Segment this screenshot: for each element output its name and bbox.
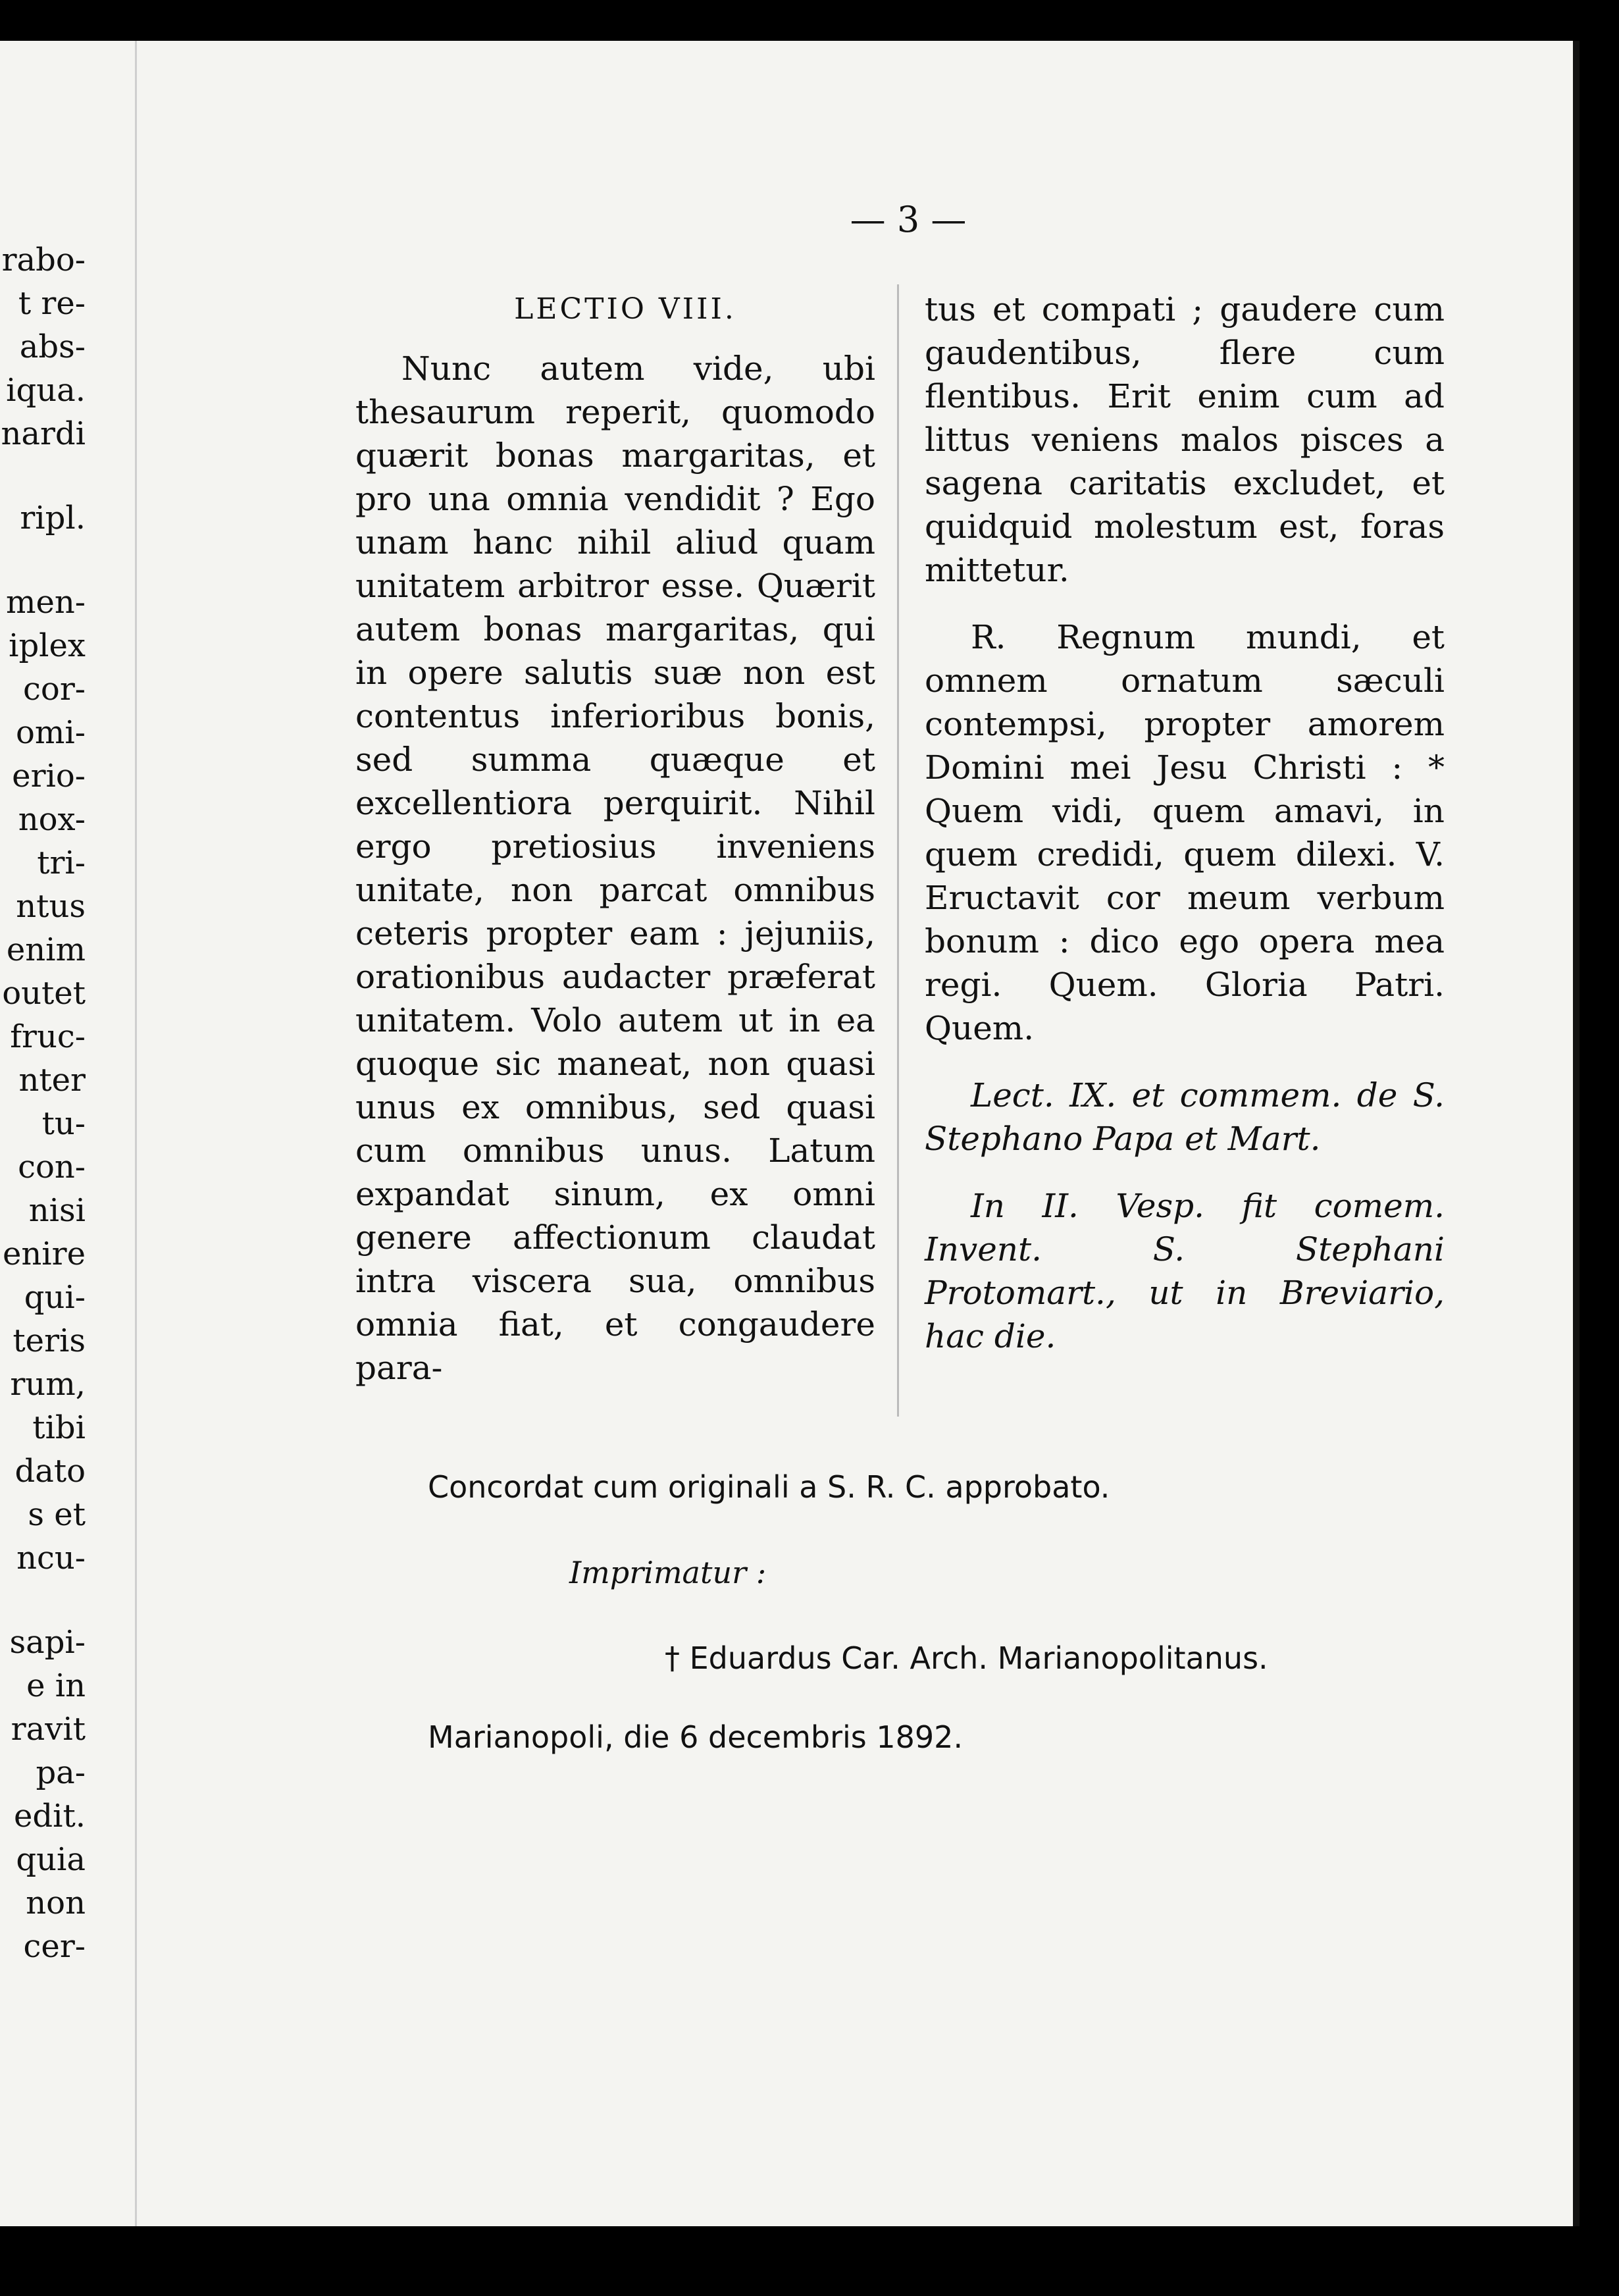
page-spine	[135, 41, 137, 2226]
previous-page-line: tu-	[41, 1105, 86, 1142]
previous-page-line: tri-	[37, 845, 86, 881]
previous-page-fragments	[0, 238, 86, 1968]
imprimatur-line: Imprimatur :	[569, 1555, 767, 1590]
previous-page-line: nox-	[18, 801, 86, 838]
lectio-heading: LECTIO VIII.	[514, 292, 736, 326]
previous-page-line: pa-	[36, 1754, 86, 1791]
previous-page-line: ravit	[11, 1711, 86, 1748]
previous-page-line: e in	[26, 1667, 86, 1704]
previous-page-line: non	[26, 1885, 86, 1921]
previous-page-line: sapi-	[9, 1624, 86, 1661]
previous-page-line: dato	[14, 1453, 86, 1490]
rubric-lectio-ix: Lect. IX. et commem. de S. Stephano Papa et Mart.	[925, 1076, 1445, 1158]
previous-page-line: rabo-	[1, 242, 86, 278]
previous-page-line: cer-	[23, 1928, 86, 1965]
previous-page-line: enire	[2, 1236, 86, 1272]
previous-page-line: s et	[28, 1496, 86, 1533]
column-divider	[897, 284, 899, 1417]
date-line: Marianopoli, die 6 decembris 1892.	[428, 1719, 964, 1755]
previous-page-line: quia	[16, 1841, 86, 1878]
previous-page-line	[0, 1580, 86, 1621]
lectio-text: Nunc autem vide, ubi thesaurum reperit, quomodo quærit bonas margaritas, et pro una omnia vendidit ? Ego unam hanc nihil aliud quam unitatem arbitror esse. Quærit autem bonas margaritas, qui in opere salutis suæ non est contentus inferioribus bonis, sed summa quæque et excellentiora perquirit. Nihil ergo pretiosius inveniens unitate, non parcat omnibus ceteris propter eam : jejuniis, orationibus audacter præferat unitatem. Volo autem ut in ea quoque sic maneat, non quasi unus ex omnibus, sed quasi cum omnibus unus. Latum expandat sinum, ex omni genere affectionum claudat intra viscera sua, omnibus omnia fiat, et congaudere para-	[355, 350, 875, 1387]
previous-page-line: fruc-	[10, 1018, 86, 1055]
previous-page-line: ripl.	[20, 500, 86, 536]
previous-page-line	[0, 456, 86, 496]
previous-page-line: nisi	[28, 1192, 86, 1229]
previous-page-line: nter	[18, 1062, 86, 1099]
previous-page-line: erio-	[12, 758, 86, 795]
archbishop-signature: † Eduardus Car. Arch. Marianopolitanus.	[665, 1640, 1268, 1676]
previous-page-line: ncu-	[16, 1540, 86, 1577]
rubric-vespers: In II. Vesp. fit comem. Invent. S. Stephani Protomart., ut in Breviario, hac die.	[925, 1187, 1445, 1355]
lectio-continuation: tus et compati ; gaudere cum gaudentibus, flere cum flentibus. Erit enim cum ad littus veniens malos pisces a sagena caritatis excludet, et quidquid molestum est, foras mittetur.	[925, 290, 1445, 589]
right-column	[925, 288, 1445, 1358]
previous-page-line: enim	[6, 931, 86, 968]
previous-page-line: cor-	[23, 671, 86, 708]
concordat-line: Concordat cum originali a S. R. C. approbato.	[428, 1469, 1110, 1505]
previous-page-line: iqua.	[6, 372, 86, 409]
previous-page-line: tibi	[32, 1409, 86, 1446]
previous-page-line: teris	[13, 1322, 86, 1359]
previous-page-line: omi-	[16, 714, 86, 751]
document-page	[0, 41, 1580, 2226]
previous-page-line: rum,	[10, 1366, 86, 1403]
previous-page-line	[0, 540, 86, 581]
page-number: — 3 —	[850, 199, 967, 240]
previous-page-line: abs-	[19, 328, 86, 365]
previous-page-line: outet	[2, 975, 86, 1012]
previous-page-line: edit.	[13, 1798, 86, 1835]
previous-page-line: iplex	[9, 627, 86, 664]
previous-page-line: qui-	[24, 1279, 86, 1316]
left-column	[355, 288, 875, 1390]
previous-page-line: t re-	[18, 285, 86, 322]
previous-page-line: ntus	[16, 888, 86, 925]
previous-page-line: men-	[5, 584, 86, 621]
previous-page-line: con-	[18, 1149, 86, 1186]
previous-page-line: nardi	[1, 415, 86, 452]
responsory: R. Regnum mundi, et omnem ornatum sæculi contempsi, propter amorem Domini mei Jesu Christi : * Quem vidi, quem amavi, in quem credidi, quem dilexi. V. Eructavit cor meum verbum bonum : dico ego opera mea regi. Quem. Gloria Patri. Quem.	[925, 618, 1445, 1047]
